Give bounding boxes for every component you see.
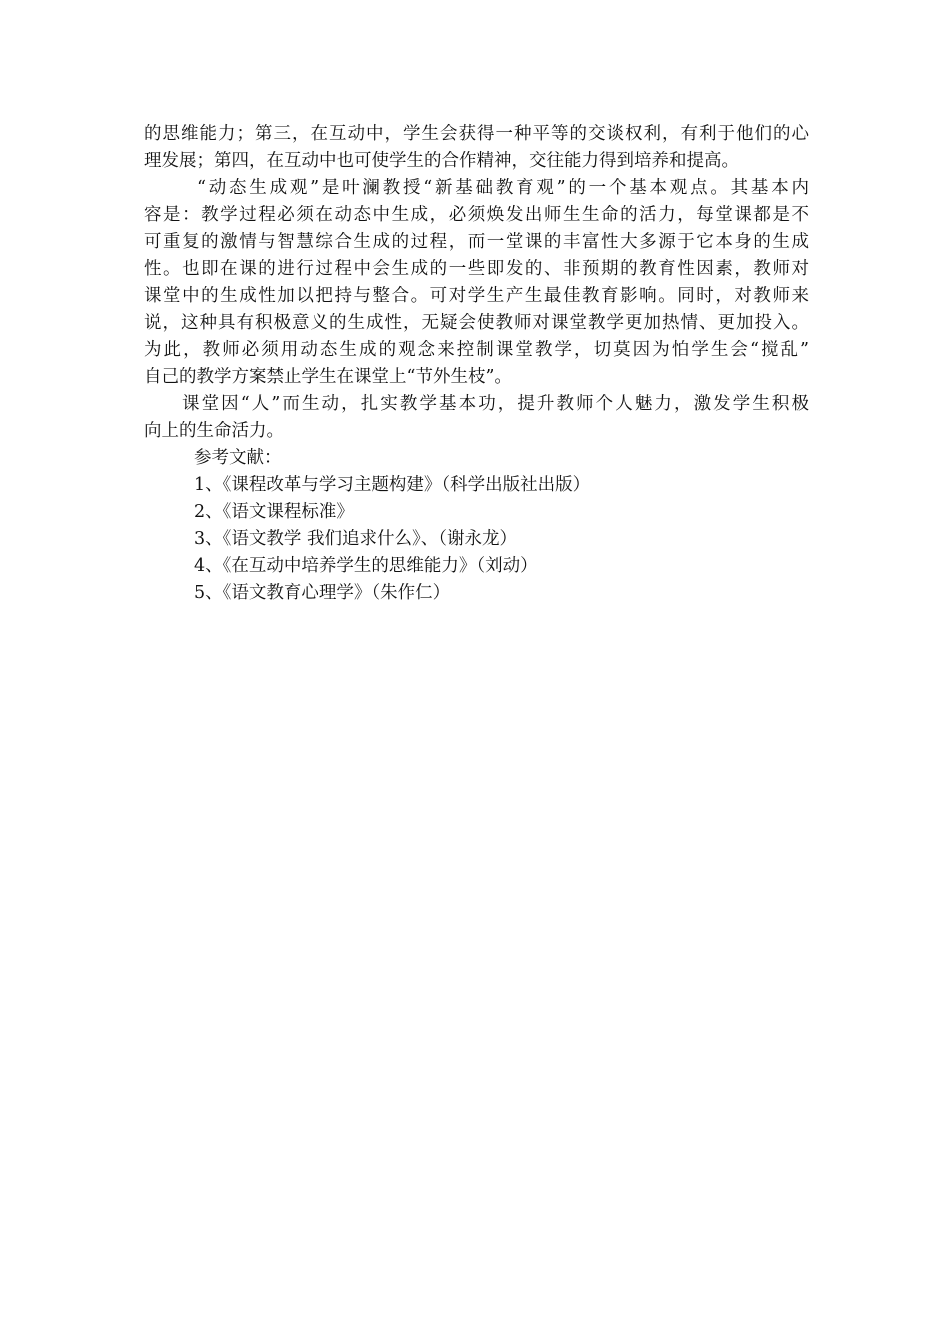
reference-item: 5、《语文教育心理学》（朱作仁） (194, 583, 451, 603)
paragraph-dynamic-generation (144, 175, 809, 391)
text-line: 课堂因“人”而生动，扎实教学基本功，提升教师个人魅力，激发学生积极 (182, 394, 809, 414)
text-line: 可重复的激情与智慧综合生成的过程，而一堂课的丰富性大多源于它本身的生成 (144, 232, 809, 252)
reference-item: 1、《课程改革与学习主题构建》（科学出版社出版） (194, 475, 591, 495)
text-line: 容是：教学过程必须在动态中生成，必须焕发出师生生命的活力，每堂课都是不 (144, 205, 809, 225)
text-line: 课堂中的生成性加以把持与整合。可对学生产生最佳教育影响。同时，对教师来 (144, 286, 809, 306)
text-line: “动态生成观”是叶澜教授“新基础教育观”的一个基本观点。其基本内 (197, 178, 809, 198)
reference-item: 4、《在互动中培养学生的思维能力》（刘动） (194, 556, 538, 576)
text-line: 理发展；第四，在互动中也可使学生的合作精神，交往能力得到培养和提高。 (144, 151, 739, 171)
paragraph-conclusion (144, 391, 809, 445)
text-line: 的思维能力；第三，在互动中，学生会获得一种平等的交谈权利，有利于他们的心 (144, 124, 809, 144)
text-line: 自己的教学方案禁止学生在课堂上“节外生枝”。 (144, 367, 512, 387)
text-line: 说，这种具有积极意义的生成性，无疑会使教师对课堂教学更加热情、更加投入。 (144, 313, 809, 333)
references-section (144, 445, 809, 607)
reference-item: 2、《语文课程标准》 (194, 502, 354, 522)
reference-item: 3、《语文教学 我们追求什么》、（谢永龙） (194, 529, 517, 549)
text-line: 向上的生命活力。 (144, 421, 284, 441)
references-heading: 参考文献： (194, 448, 282, 468)
text-line: 性。也即在课的进行过程中会生成的一些即发的、非预期的教育性因素，教师对 (144, 259, 809, 279)
paragraph-thinking-ability (144, 121, 809, 175)
text-line: 为此，教师必须用动态生成的观念来控制课堂教学，切莫因为怕学生会“搅乱” (144, 340, 809, 360)
document-body (144, 121, 809, 607)
